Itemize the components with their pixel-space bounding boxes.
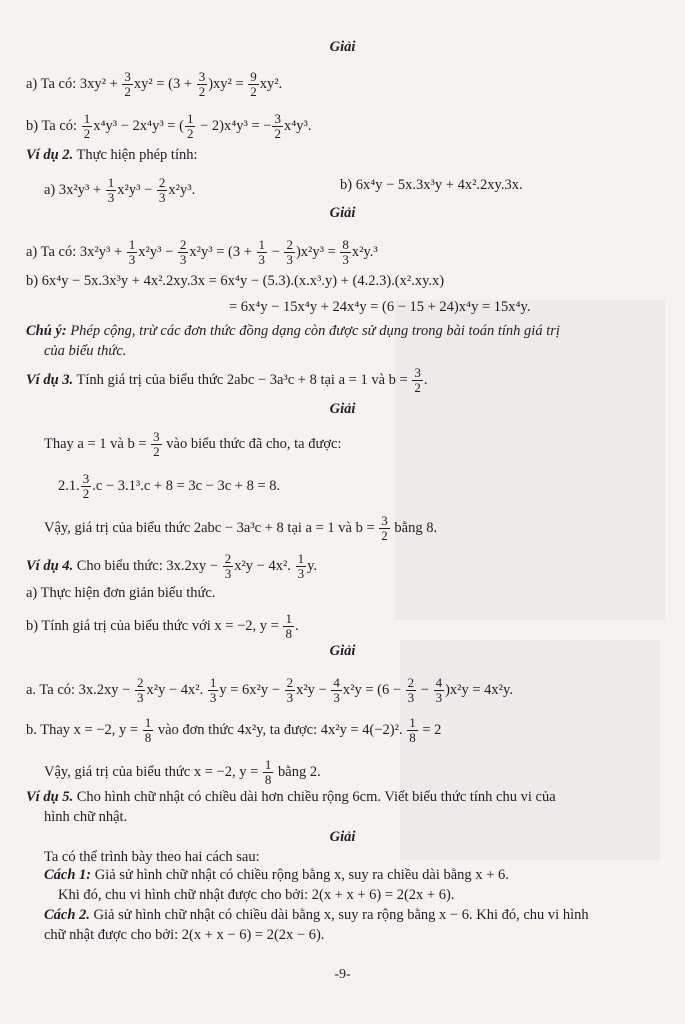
fraction-denominator: 3: [224, 566, 232, 581]
fraction-denominator: 8: [409, 730, 416, 745]
fraction: [127, 238, 138, 267]
text-run: b) Ta có:: [26, 117, 81, 134]
fraction-numerator: 3: [414, 365, 421, 380]
fraction-denominator: 8: [285, 626, 292, 641]
text-run: Thực hiện phép tính:: [73, 147, 198, 163]
text-run: Vậy, giá trị của biểu thức x = −2, y =: [44, 763, 262, 780]
fraction-denominator: 3: [297, 566, 305, 581]
text-line-l31: [44, 906, 589, 924]
bleed-through-shadow-lower: [400, 640, 660, 860]
fraction-denominator: 3: [128, 252, 136, 267]
text-run: a) 3x²y³ +: [44, 181, 105, 198]
text-run: = 2: [418, 721, 442, 738]
fraction-denominator: 3: [158, 190, 166, 205]
fraction-numerator: 9: [250, 69, 257, 84]
text-run: − 2)x⁴y³ = −: [196, 117, 272, 134]
text-line-l9: [26, 272, 444, 290]
fraction-denominator: 2: [198, 84, 206, 99]
text-run: Giả sử hình chữ nhật có chiều rộng bằng x, suy ra chiều dài bằng x + 6.: [91, 867, 509, 883]
fraction: [406, 676, 417, 705]
text-run: chữ nhật được cho bởi: 2(x + x − 6) = 2(2x − 6).: [44, 927, 325, 943]
fraction-numerator: 4: [333, 675, 340, 690]
text-line-l25: [26, 788, 556, 806]
fraction-denominator: 3: [136, 690, 144, 705]
text-line-l16: [58, 472, 280, 501]
text-line-l23: [26, 716, 441, 745]
fraction: [143, 716, 154, 745]
fraction: [135, 676, 146, 705]
fraction-denominator: 2: [83, 126, 91, 141]
fraction-numerator: 2: [136, 675, 144, 690]
text-run: x²y.³: [351, 243, 378, 260]
fraction: [285, 676, 296, 705]
fraction-denominator: 2: [186, 126, 194, 141]
text-run: a. Ta có: 3x.2xy −: [26, 681, 134, 698]
fraction-numerator: 1: [144, 715, 152, 730]
fraction: [223, 552, 234, 581]
text-line-l26: [44, 808, 127, 826]
text-run: )xy² =: [208, 75, 248, 92]
text-run: x²y −: [296, 681, 331, 698]
fraction: [122, 70, 133, 99]
text-run: x²y³ −: [138, 243, 177, 260]
example-label: Cách 2.: [44, 907, 90, 923]
fraction-numerator: 2: [286, 675, 294, 690]
text-line-l19: [26, 584, 215, 602]
text-run: x²y − 4x².: [234, 557, 295, 574]
text-run: Cho biểu thức: 3x.2xy −: [73, 557, 222, 574]
text-run: x²y − 4x².: [146, 681, 207, 698]
note-label: Chú ý:: [26, 323, 67, 339]
text-line-l33: [0, 966, 685, 984]
fraction-numerator: 3: [153, 429, 160, 444]
example-label: Ví dụ 2.: [26, 147, 74, 163]
text-run: .c − 3.1³.c + 8 = 3c − 3c + 8 = 8.: [92, 477, 281, 494]
text-line-l13: [26, 366, 427, 395]
fraction-numerator: 1: [209, 675, 217, 690]
text-run: Giải: [329, 643, 356, 659]
fraction-numerator: 2: [158, 175, 166, 190]
text-line-l20: [26, 612, 299, 641]
text-line-l17: [44, 514, 437, 543]
text-line-l27: [0, 828, 685, 846]
text-run: bằng 2.: [274, 763, 321, 780]
text-run: b. Thay x = −2, y =: [26, 721, 142, 738]
fraction-denominator: 3: [286, 690, 294, 705]
text-run: xy².: [259, 75, 283, 92]
example-label: Ví dụ 3.: [26, 371, 74, 388]
fraction: [248, 70, 259, 99]
fraction-numerator: 2: [407, 675, 415, 690]
text-run: .: [294, 617, 299, 634]
fraction-numerator: 1: [258, 237, 266, 252]
text-run: x²y³.: [168, 181, 196, 198]
fraction-denominator: 2: [82, 486, 90, 501]
example-label: Ví dụ 5.: [26, 789, 74, 805]
fraction-numerator: 3: [381, 513, 388, 528]
fraction-denominator: 3: [209, 690, 217, 705]
fraction-denominator: 8: [144, 730, 152, 745]
text-line-l29: [44, 866, 509, 884]
fraction-denominator: 2: [381, 528, 388, 543]
text-run: Giải: [329, 205, 356, 221]
fraction-numerator: 1: [83, 111, 91, 126]
fraction-numerator: 3: [198, 69, 206, 84]
text-line-l12: [44, 342, 126, 360]
fraction: [106, 176, 117, 205]
text-run: Vậy, giá trị của biểu thức 2abc − 3a³c + 8 tại a = 1 và b =: [44, 519, 379, 536]
text-run: x²y³ = (3 +: [189, 243, 256, 260]
fraction-numerator: 1: [285, 611, 292, 626]
fraction-denominator: 2: [153, 444, 160, 459]
fraction-denominator: 2: [124, 84, 131, 99]
fraction-numerator: 1: [186, 111, 194, 126]
fraction-numerator: 1: [128, 237, 136, 252]
example-label: Ví dụ 4.: [26, 557, 74, 574]
fraction: [82, 112, 93, 141]
fraction: [434, 676, 445, 705]
text-line-l7: [0, 204, 685, 222]
text-run: = 6x⁴y − 15x⁴y + 24x⁴y = (6 − 15 + 24)x⁴y = 15x⁴y.: [229, 299, 531, 315]
fraction: [412, 366, 423, 395]
text-run: b) 6x⁴y − 5x.3x³y + 4x².2xy.3x = 6x⁴y − (5.3).(x.x³.y) + (4.2.3).(x².xy.x): [26, 273, 445, 289]
fraction: [185, 112, 196, 141]
text-line-l10: [229, 298, 530, 316]
fraction: [151, 430, 162, 459]
text-line-l5: [44, 176, 195, 205]
text-run: a) Ta có: 3xy² +: [26, 75, 122, 92]
text-line-l4: [26, 146, 198, 164]
fraction-numerator: 3: [124, 69, 131, 84]
text-run: Khi đó, chu vi hình chữ nhật được cho bởi: 2(x + x + 6) = 2(2x + 6).: [58, 887, 455, 903]
text-run: 2.1.: [58, 477, 80, 494]
text-run: Phép cộng, trừ các đơn thức đồng dạng còn được sử dụng trong bài toán tính giá trị: [66, 323, 560, 339]
fraction: [272, 112, 283, 141]
fraction-denominator: 3: [407, 690, 415, 705]
text-run: hình chữ nhật.: [44, 809, 128, 825]
text-line-l22: [26, 676, 513, 705]
text-run: Giả sử hình chữ nhật có chiều dài bằng x, suy ra rộng bằng x − 6. Khi đó, chu vi hình: [89, 907, 589, 923]
fraction-denominator: 3: [435, 690, 443, 705]
text-run: a) Ta có: 3x²y³ +: [26, 243, 126, 260]
fraction-denominator: 2: [250, 84, 257, 99]
text-run: x⁴y³.: [283, 117, 312, 134]
fraction: [157, 176, 168, 205]
text-run: Giải: [329, 829, 356, 845]
text-run: )x²y = 4x²y.: [445, 681, 513, 698]
fraction: [379, 514, 390, 543]
text-line-l6: [340, 176, 523, 194]
text-run: Cho hình chữ nhật có chiều dài hơn chiều rộng 6cm. Viết biểu thức tính chu vi của: [73, 789, 556, 805]
text-run: .: [423, 371, 428, 388]
fraction-numerator: 8: [342, 237, 349, 252]
fraction-denominator: 3: [286, 252, 293, 267]
text-line-l32: [44, 926, 324, 944]
text-line-l24: [44, 758, 321, 787]
fraction-denominator: 2: [414, 380, 421, 395]
fraction: [257, 238, 268, 267]
text-line-l3: [26, 112, 311, 141]
text-run: y = 6x²y −: [219, 681, 284, 698]
text-run: −: [268, 243, 284, 260]
fraction: [340, 238, 351, 267]
fraction-numerator: 3: [82, 471, 90, 486]
fraction: [208, 676, 219, 705]
text-run: vào biểu thức đã cho, ta được:: [162, 435, 342, 452]
fraction-denominator: 3: [179, 252, 187, 267]
text-run: vào đơn thức 4x²y, ta được: 4x²y = 4(−2)².: [154, 721, 407, 738]
text-run: xy² = (3 +: [133, 75, 196, 92]
fraction-denominator: 3: [258, 252, 266, 267]
fraction: [331, 676, 342, 705]
text-run: Ta có thể trình bày theo hai cách sau:: [44, 849, 260, 865]
fraction: [178, 238, 189, 267]
text-line-l21: [0, 642, 685, 660]
text-run: b) 6x⁴y − 5x.3x³y + 4x².2xy.3x.: [340, 177, 523, 193]
text-run: Giải: [329, 39, 356, 55]
fraction: [81, 472, 92, 501]
fraction-numerator: 2: [224, 551, 232, 566]
example-label: Cách 1:: [44, 867, 92, 883]
text-line-l2: [26, 70, 282, 99]
fraction: [284, 238, 295, 267]
fraction-denominator: 8: [264, 772, 272, 787]
text-run: Thay a = 1 và b =: [44, 435, 151, 452]
fraction-denominator: 3: [342, 252, 349, 267]
fraction-numerator: 1: [264, 757, 272, 772]
fraction-numerator: 4: [435, 675, 443, 690]
text-run: b) Tính giá trị của biểu thức với x = −2, y =: [26, 617, 283, 634]
text-line-l18: [26, 552, 317, 581]
text-run: x⁴y³ − 2x⁴y³ = (: [93, 117, 184, 134]
text-run: a) Thực hiện đơn giản biểu thức.: [26, 585, 216, 601]
text-line-l30: [58, 886, 454, 904]
fraction: [263, 758, 274, 787]
fraction: [296, 552, 307, 581]
fraction-denominator: 3: [107, 190, 115, 205]
fraction-numerator: 2: [179, 237, 187, 252]
text-line-l15: [44, 430, 341, 459]
text-run: của biểu thức.: [44, 343, 127, 359]
bleed-through-shadow: [395, 300, 665, 620]
text-run: x²y³ −: [117, 181, 156, 198]
fraction-numerator: 3: [274, 111, 281, 126]
text-line-l11: [26, 322, 560, 340]
fraction: [407, 716, 418, 745]
text-run: y.: [307, 557, 317, 574]
text-run: )x²y³ =: [295, 243, 340, 260]
fraction-numerator: 1: [409, 715, 416, 730]
fraction-numerator: 2: [286, 237, 293, 252]
fraction-denominator: 2: [274, 126, 281, 141]
fraction-numerator: 1: [297, 551, 305, 566]
text-line-l8: [26, 238, 378, 267]
text-run: x²y = (6 −: [342, 681, 405, 698]
text-line-l1: [0, 38, 685, 56]
fraction-numerator: 1: [107, 175, 115, 190]
text-run: Giải: [329, 401, 356, 417]
text-run: −: [417, 681, 433, 698]
text-run: -9-: [334, 967, 351, 982]
fraction-denominator: 3: [333, 690, 340, 705]
text-line-l14: [0, 400, 685, 418]
text-run: Tính giá trị của biểu thức 2abc − 3a³c + 8 tại a = 1 và b =: [73, 371, 412, 388]
fraction: [197, 70, 208, 99]
fraction: [283, 612, 294, 641]
text-line-l28: [44, 848, 260, 866]
text-run: bằng 8.: [390, 519, 438, 536]
